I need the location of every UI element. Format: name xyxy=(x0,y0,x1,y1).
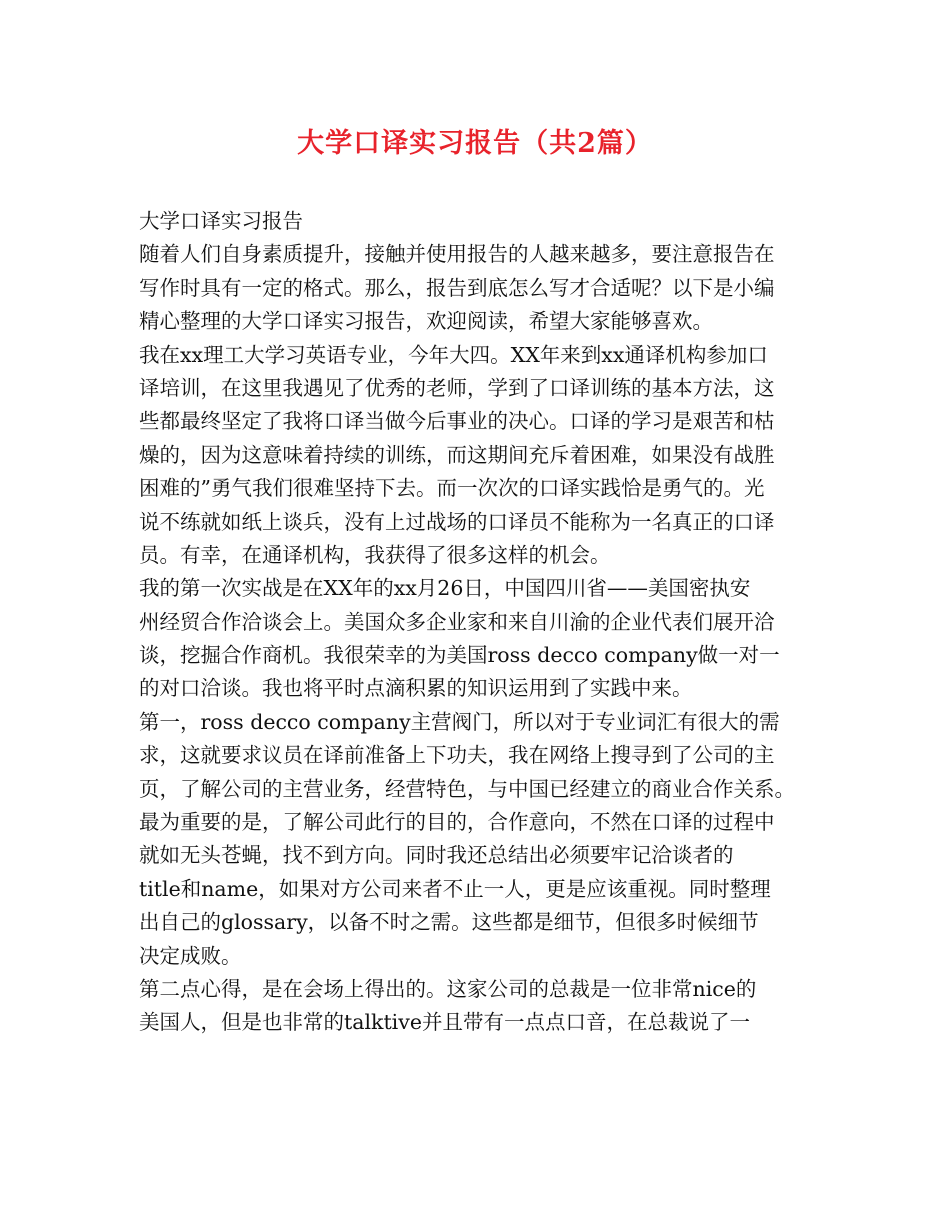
text-line: 求，这就要求议员在译前准备上下功夫，我在网络上搜寻到了公司的主 xyxy=(139,743,775,768)
heading-line: 大学口译实习报告 xyxy=(139,209,303,233)
document-title: 大学口译实习报告（共2篇） xyxy=(297,128,653,159)
text-line: 出自己的glossary，以备不时之需。这些都是细节，但很多时候细节 xyxy=(139,910,759,935)
text-line: 精心整理的大学口译实习报告，欢迎阅读，希望大家能够喜欢。 xyxy=(139,309,713,334)
text-line: 最为重要的是，了解公司此行的目的，合作意向，不然在口译的过程中 xyxy=(139,810,775,835)
text-line: 谈，挖掘合作商机。我很荣幸的为美国ross decco company做一对一 xyxy=(139,643,780,668)
text-line: 州经贸合作洽谈会上。美国众多企业家和来自川渝的企业代表们展开洽 xyxy=(139,609,775,634)
text-line: 员。有幸，在通译机构，我获得了很多这样的机会。 xyxy=(139,542,611,567)
text-line: 我在xx理工大学习英语专业，今年大四。XX年来到xx通译机构参加口 xyxy=(139,342,768,367)
text-line: 第二点心得，是在会场上得出的。这家公司的总裁是一位非常nice的 xyxy=(139,976,757,1001)
text-line: 燥的，因为这意味着持续的训练，而这期间充斥着困难，如果没有战胜 xyxy=(139,442,775,467)
text-line: 写作时具有一定的格式。那么，报告到底怎么写才合适呢？以下是小编 xyxy=(139,275,775,300)
text-line: 页，了解公司的主营业务，经营特色，与中国已经建立的商业合作关系。 xyxy=(139,776,795,801)
text-line: 美国人，但是也非常的talktive并且带有一点点口音，在总裁说了一 xyxy=(139,1010,750,1035)
text-line: 决定成败。 xyxy=(139,943,242,968)
text-line: 说不练就如纸上谈兵，没有上过战场的口译员不能称为一名真正的口译 xyxy=(139,509,775,534)
text-line: 困难的”勇气我们很难坚持下去。而一次次的口译实践恰是勇气的。光 xyxy=(139,476,765,501)
text-line: 些都最终坚定了我将口译当做今后事业的决心。口译的学习是艰苦和枯 xyxy=(139,409,775,434)
text-line: 随着人们自身素质提升，接触并使用报告的人越来越多，要注意报告在 xyxy=(139,242,775,267)
text-line: 的对口洽谈。我也将平时点滴积累的知识运用到了实践中来。 xyxy=(139,676,693,701)
text-line: 我的第一次实战是在XX年的xx月26日，中国四川省——美国密执安 xyxy=(139,576,751,601)
document-body xyxy=(139,205,815,1040)
text-line: title和name，如果对方公司来者不止一人，更是应该重视。同时整理 xyxy=(139,876,771,901)
text-line: 译培训，在这里我遇见了优秀的老师，学到了口译训练的基本方法，这 xyxy=(139,375,775,400)
text-line: 就如无头苍蝇，找不到方向。同时我还总结出必须要牢记洽谈者的 xyxy=(139,843,734,868)
text-line: 第一，ross decco company主营阀门，所以对于专业词汇有很大的需 xyxy=(139,709,780,734)
